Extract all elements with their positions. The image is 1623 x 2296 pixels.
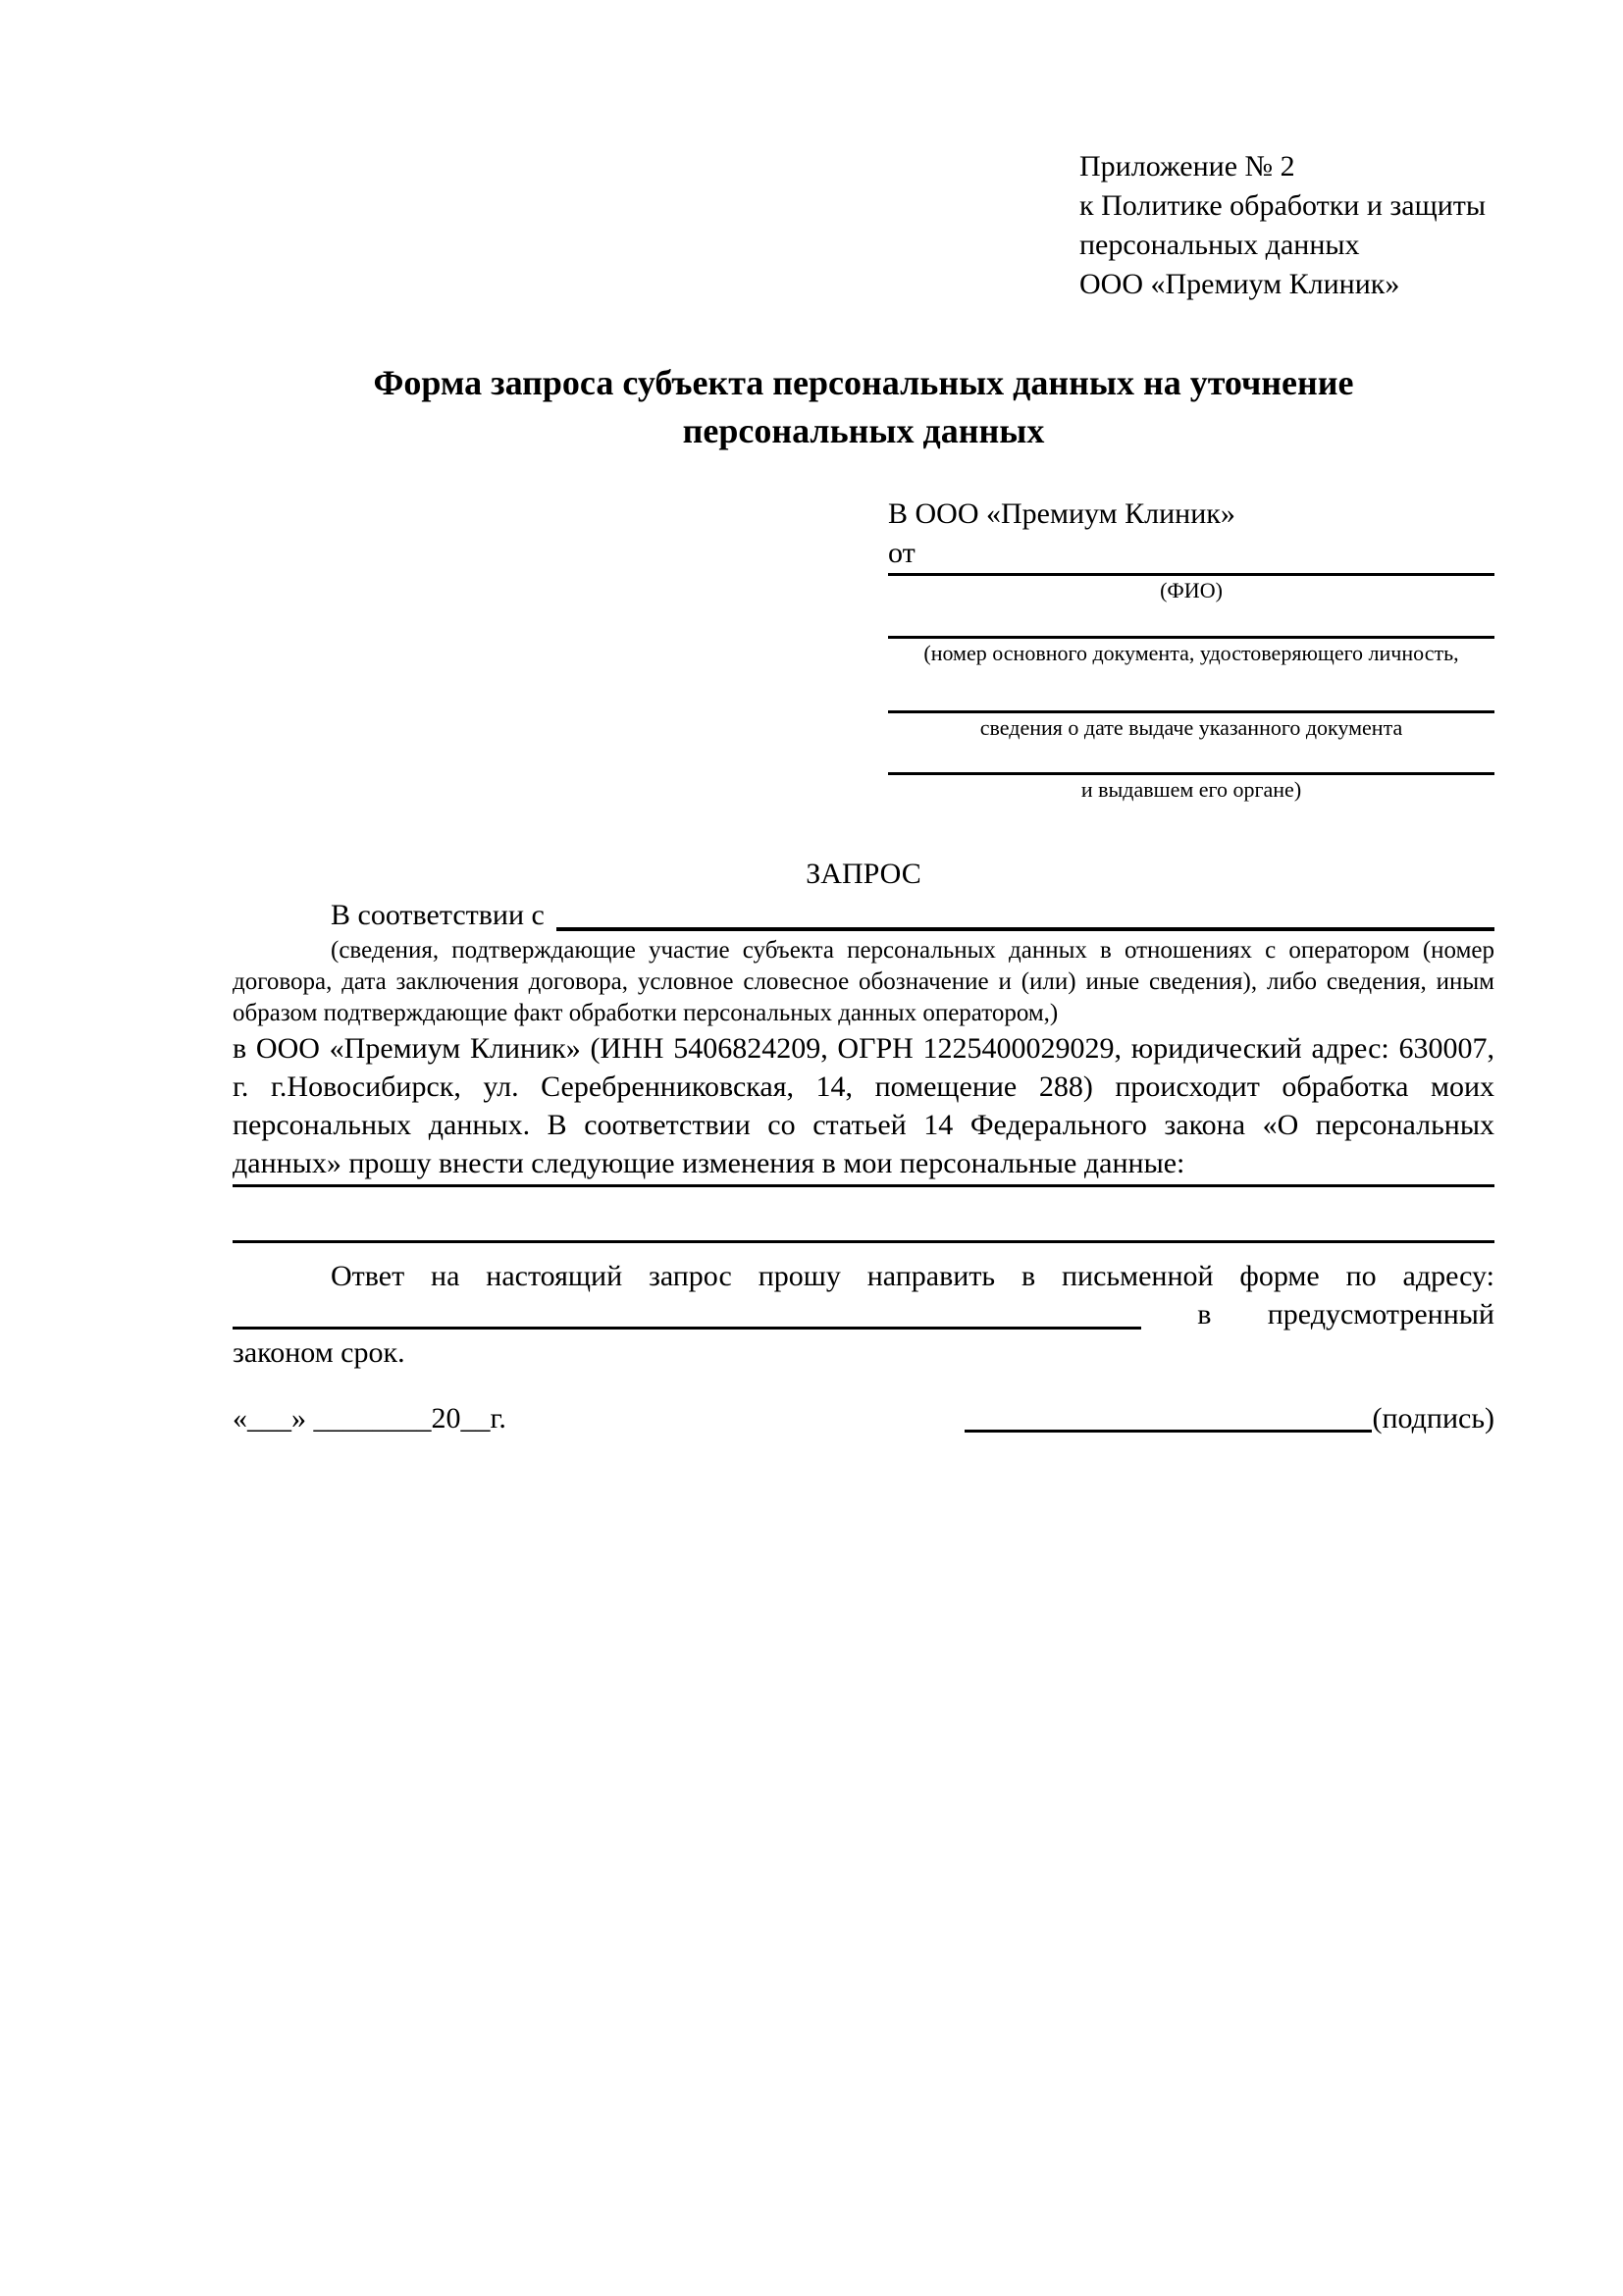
issue-date-caption: сведения о дате выдаче указанного документа [979, 715, 1403, 740]
basis-label: В соответствии с [331, 899, 545, 931]
appendix-line: персональных данных [1079, 229, 1360, 261]
signature-line [965, 1430, 1372, 1433]
basis-fill-line [556, 927, 1494, 931]
reply-address-line [233, 1327, 1141, 1330]
reply-line2 [233, 1295, 1494, 1333]
reply-tail-word2: предусмотренный [1267, 1298, 1494, 1331]
document-title [233, 359, 1494, 455]
date-field: «___» ________20__г. [233, 1402, 506, 1435]
issuing-authority-line [888, 743, 1494, 775]
doc-number-caption: (номер основного документа, удостоверяющего личность, [923, 641, 1459, 665]
footer-row [233, 1399, 1494, 1438]
reply-tail-word1: в [1197, 1298, 1212, 1331]
issue-date-line [888, 668, 1494, 713]
document-title-line1: Форма запроса субъекта персональных данных на уточнение [373, 363, 1354, 402]
reply-line3: законом срок. [233, 1336, 405, 1369]
fio-caption: (ФИО) [1160, 578, 1223, 602]
appendix-line: ООО «Премиум Клиник» [1079, 268, 1400, 300]
appendix-line: к Политике обработки и защиты [1079, 189, 1487, 222]
request-body: в ООО «Премиум Клиник» (ИНН 5406824209, ОГРН 1225400029029, юридический адрес: 630007, г. г.Новосибирск, ул. Серебренниковская, 14, помещение 288) происходит обработка моих персональных данных. В соответствии со статьей 14 Федерального закона «О персональных данных» прошу внести следующие изменения в мои персональные данные: [233, 1032, 1494, 1179]
issuing-authority-caption: и выдавшем его органе) [1080, 777, 1302, 802]
signature-caption: (подпись) [1372, 1402, 1494, 1435]
signature-group [965, 1399, 1494, 1438]
amendments-line-2 [233, 1187, 1494, 1243]
basis-row [233, 898, 1494, 935]
addressee-from-label: от [888, 534, 1494, 576]
appendix-block [1079, 147, 1494, 304]
appendix-line: Приложение № 2 [1079, 150, 1295, 183]
request-heading: ЗАПРОС [806, 858, 921, 890]
addressee-to: В ООО «Премиум Клиник» [888, 497, 1235, 530]
reply-line1: Ответ на настоящий запрос прошу направить в письменной форме по адресу: [331, 1260, 1494, 1292]
basis-note: (сведения, подтверждающие участие субъекта персональных данных в отношениях с оператором (номер договора, дата заключения договора, условное словесное обозначение и (или) иные сведения), либо сведения, иным образом подтверждающие факт обработки персональных данных оператором,) [233, 937, 1494, 1026]
doc-number-line [888, 605, 1494, 639]
document-title-line2: персональных данных [682, 411, 1045, 450]
addressee-block [888, 495, 1494, 805]
